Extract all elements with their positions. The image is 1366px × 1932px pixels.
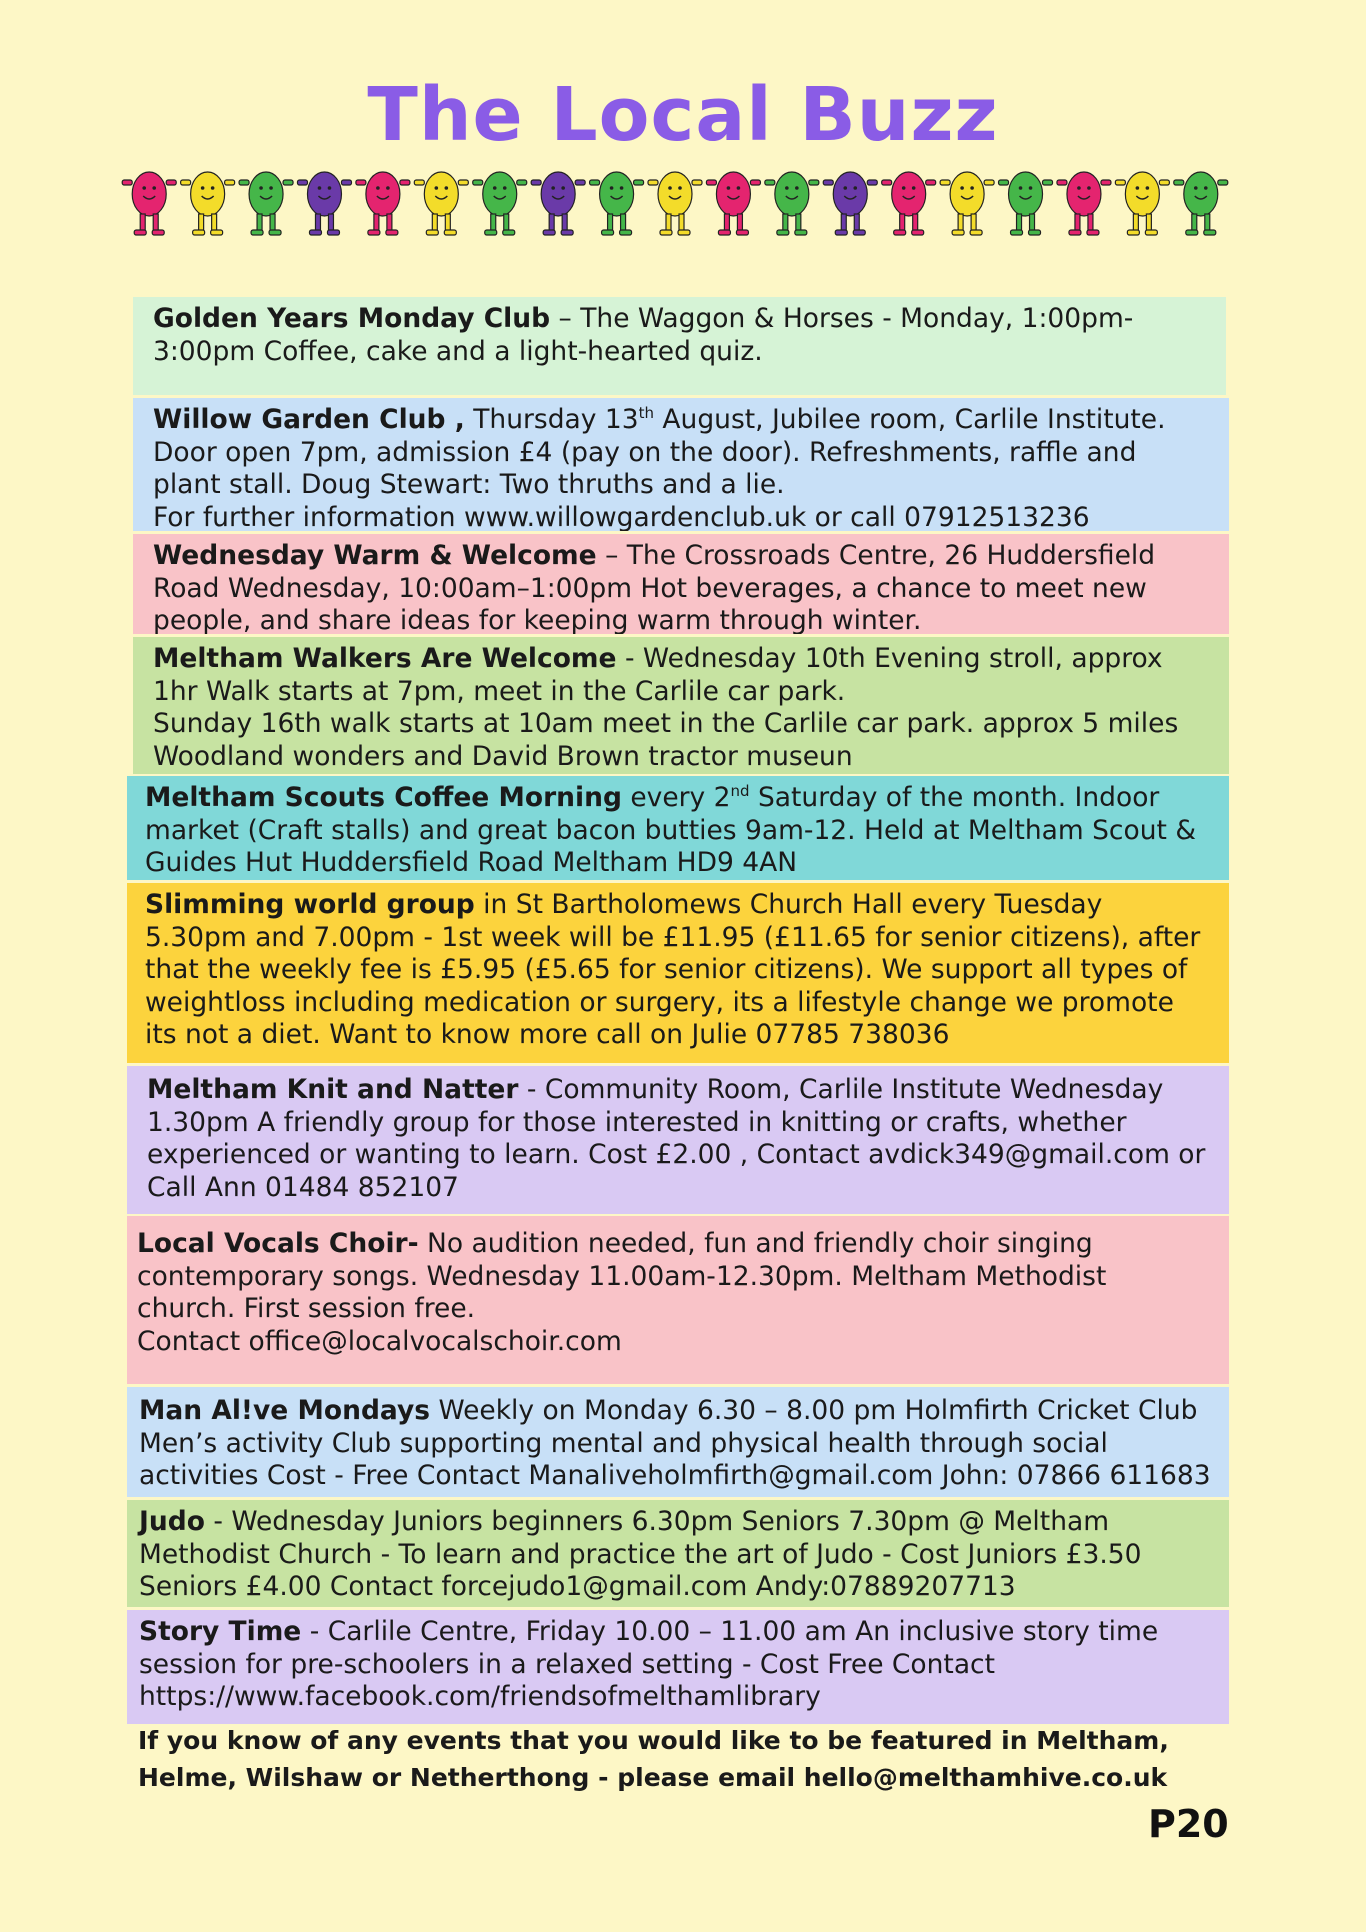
- event-walkers: [133, 637, 1229, 774]
- event-details: Thursday 13: [464, 404, 639, 435]
- ordinal-suffix: nd: [730, 782, 750, 801]
- event-details: - Wednesday 10th Evening stroll, approx 1hr Walk starts at 7pm, meet in the Carlile car park.: [153, 643, 1163, 707]
- figure-icon: [414, 172, 468, 235]
- event-details: – The Crossroads Centre, 26 Huddersfield Road Wednesday, 10:00am–1:00pm Hot beverages, a chance to meet new people, and share ideas for keeping warm through winter.: [153, 540, 1156, 634]
- event-judo: [127, 1500, 1229, 1607]
- figure-icon: [999, 172, 1053, 235]
- ordinal-suffix: th: [638, 404, 654, 423]
- event-name: Wednesday Warm & Welcome: [153, 540, 597, 571]
- figure-icon: [531, 172, 585, 235]
- event-name: Judo: [139, 1506, 205, 1537]
- figure-icon: [297, 172, 351, 235]
- figure-icon: [823, 172, 877, 235]
- figure-icon: [239, 172, 293, 235]
- figure-icon: [940, 172, 994, 235]
- event-details: Saturday of the month. Indoor market (Craft stalls) and great bacon butties 9am-12. Held at Meltham Scout & Guides Hut Huddersfield Road Meltham HD9 4AN: [145, 782, 1196, 878]
- page-number: P20: [1148, 1802, 1229, 1846]
- submission-note: If you know of any events that you would like to be featured in Meltham, Helme, Wilshaw or Netherthong - please email hello@melthamhive.co.uk: [138, 1726, 1169, 1792]
- event-extra: Contact office@localvocalschoir.com: [137, 1325, 622, 1357]
- event-details: No audition needed, fun and friendly choir singing contemporary songs. Wednesday 11.00am-12.30pm. Meltham Methodist church. First session free.: [137, 1228, 1107, 1324]
- figure-icon: [181, 172, 235, 235]
- event-name: Golden Years Monday Club: [153, 303, 551, 334]
- event-scouts-coffee: [127, 776, 1229, 880]
- event-willow-garden: [133, 398, 1229, 531]
- event-details: – The Waggon & Horses - Monday, 1:00pm-3:00pm Coffee, cake and a light-hearted quiz.: [153, 303, 1134, 367]
- figure-icon: [1174, 172, 1228, 235]
- figure-icon: [122, 172, 176, 235]
- event-extra: Sunday 16th walk starts at 10am meet in the Carlile car park. approx 5 miles Woodland wonders and David Brown tractor museun: [153, 708, 1179, 772]
- event-details: in St Bartholomews Church Hall every Tuesday 5.30pm and 7.00pm - 1st week will be £11.95 (£11.65 for senior citizens), after that the weekly fee is £5.95 (£5.65 for senior citizens). We support all types of weightloss including medication or surgery, its a lifestyle change we promote its not a diet. Want to know more call on Julie 07785 738036: [145, 889, 1201, 1050]
- event-details: every 2: [621, 782, 731, 813]
- figure-icon: [473, 172, 527, 235]
- dancing-figures-border: [120, 160, 1230, 244]
- event-vocals-choir: [127, 1216, 1229, 1384]
- event-name: Meltham Walkers Are Welcome: [153, 643, 617, 674]
- event-name: Willow Garden Club ,: [153, 404, 465, 435]
- event-golden-years: [133, 297, 1226, 395]
- figure-icon: [706, 172, 760, 235]
- figure-icon: [1115, 172, 1169, 235]
- event-name: Meltham Scouts Coffee Morning: [145, 782, 622, 813]
- event-extra: For further information www.willowgardenclub.uk or call 07912513236: [153, 501, 1090, 531]
- event-details: - Wednesday Juniors beginners 6.30pm Seniors 7.30pm @ Meltham Methodist Church - To learn and practice the art of Judo - Cost Juniors £3.50 Seniors £4.00 Contact forcejudo1@gmail.com Andy:07889207713: [139, 1506, 1142, 1602]
- event-name: Man Al!ve Mondays: [139, 1395, 431, 1426]
- newsletter-title: The Local Buzz: [367, 72, 999, 158]
- event-name: Story Time: [139, 1616, 302, 1647]
- event-slimming-world: [127, 883, 1229, 1063]
- event-details: August, Jubilee room, Carlile Institute. Door open 7pm, admission £4 (pay on the door). Refreshments, raffle and plant stall. Doug Stewart: Two thruths and a lie.: [153, 404, 1166, 500]
- event-details: - Community Room, Carlile Institute Wednesday 1.30pm A friendly group for those interested in knitting or crafts, whether experienced or wanting to learn. Cost £2.00 , Contact avdick349@gmail.com or Call Ann 01484 852107: [147, 1074, 1206, 1203]
- event-name: Meltham Knit and Natter: [147, 1074, 519, 1105]
- event-story-time: [127, 1610, 1229, 1724]
- figure-icon: [1057, 172, 1111, 235]
- figure-icon: [590, 172, 644, 235]
- figure-icon: [356, 172, 410, 235]
- event-name: Slimming world group: [145, 889, 475, 920]
- event-warm-welcome: [133, 534, 1229, 634]
- event-name: Local Vocals Choir-: [137, 1228, 419, 1259]
- figure-icon: [765, 172, 819, 235]
- event-details: Weekly on Monday 6.30 – 8.00 pm Holmfirth Cricket Club Men’s activity Club supporting mental and physical health through social activities Cost - Free Contact Manaliveholmfirth@gmail.com John: 07866 611683: [139, 1395, 1211, 1491]
- figure-icon: [882, 172, 936, 235]
- event-man-alive: [127, 1387, 1229, 1497]
- event-knit-natter: [127, 1066, 1229, 1214]
- figure-icon: [648, 172, 702, 235]
- event-details: - Carlile Centre, Friday 10.00 – 11.00 am An inclusive story time session for pre-schoolers in a relaxed setting - Cost Free Contact https://www.facebook.com/friendsofmelthamlibrary: [139, 1616, 1159, 1712]
